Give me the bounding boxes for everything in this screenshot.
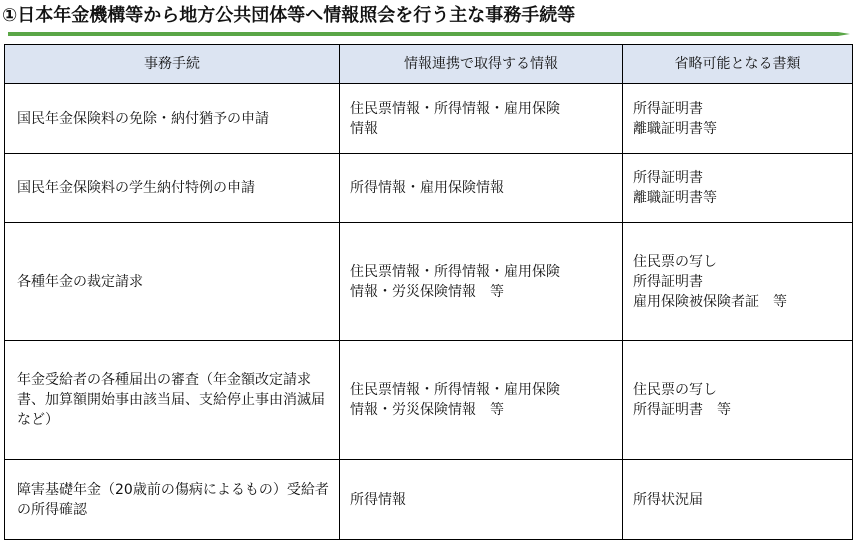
info-line: 情報・労災保険情報 等 bbox=[350, 402, 504, 418]
docs-line: 所得証明書 bbox=[633, 100, 703, 117]
docs-line: 所得証明書 等 bbox=[633, 402, 731, 418]
info-cell bbox=[340, 154, 623, 223]
info-line: 住民票情報・所得情報・雇用保険 bbox=[350, 263, 560, 280]
green-arrow-rule bbox=[8, 30, 850, 38]
info-cell bbox=[340, 84, 623, 154]
procedure-text: 障害基礎年金（20歳前の傷病によるもの）受給者の所得確認 bbox=[17, 481, 329, 518]
procedure-cell bbox=[5, 223, 340, 341]
header-docs: 省略可能となる書類 bbox=[623, 45, 853, 84]
page-title: ①日本年金機構等から地方公共団体等へ情報照会を行う主な事務手続等 bbox=[2, 5, 576, 26]
docs-cell bbox=[623, 341, 853, 460]
info-cell bbox=[340, 341, 623, 460]
info-cell bbox=[340, 223, 623, 341]
table-row bbox=[5, 341, 853, 460]
info-line: 所得情報 bbox=[350, 491, 406, 508]
docs-cell bbox=[623, 84, 853, 154]
docs-line: 雇用保険被保険者証 等 bbox=[633, 293, 787, 310]
docs-line: 所得状況届 bbox=[633, 491, 703, 508]
procedure-cell bbox=[5, 154, 340, 223]
procedure-text: 年金受給者の各種届出の審査（年金額改定請求書、加算額開始事由該当届、支給停止事由消滅届など） bbox=[17, 372, 325, 428]
info-line: 住民票情報・所得情報・雇用保険 bbox=[350, 100, 560, 117]
docs-line: 所得証明書 bbox=[633, 170, 703, 186]
docs-line: 離職証明書等 bbox=[633, 190, 717, 206]
info-line: 情報・労災保険情報 等 bbox=[350, 283, 504, 300]
table-row bbox=[5, 154, 853, 223]
docs-line: 所得証明書 bbox=[633, 273, 703, 290]
info-line: 住民票情報・所得情報・雇用保険 bbox=[350, 382, 560, 398]
procedure-cell bbox=[5, 84, 340, 154]
docs-cell bbox=[623, 223, 853, 341]
header-procedure: 事務手続 bbox=[5, 45, 340, 84]
procedure-text: 国民年金保険料の免除・納付猶予の申請 bbox=[17, 110, 269, 127]
procedure-cell bbox=[5, 341, 340, 460]
docs-line: 住民票の写し bbox=[633, 382, 717, 398]
docs-cell bbox=[623, 154, 853, 223]
green-arrow-bar bbox=[8, 32, 850, 36]
info-line: 情報 bbox=[350, 120, 378, 137]
docs-line: 離職証明書等 bbox=[633, 120, 717, 137]
docs-cell bbox=[623, 460, 853, 540]
table-row bbox=[5, 460, 853, 540]
procedures-table bbox=[4, 44, 853, 540]
info-cell bbox=[340, 460, 623, 540]
table-row bbox=[5, 223, 853, 341]
info-line: 所得情報・雇用保険情報 bbox=[350, 180, 504, 196]
header-info: 情報連携で取得する情報 bbox=[340, 45, 623, 84]
procedure-text: 国民年金保険料の学生納付特例の申請 bbox=[17, 180, 255, 196]
docs-line: 住民票の写し bbox=[633, 253, 717, 270]
table-row bbox=[5, 84, 853, 154]
table-header-row bbox=[5, 45, 853, 84]
procedure-cell bbox=[5, 460, 340, 540]
procedure-text: 各種年金の裁定請求 bbox=[17, 273, 143, 290]
